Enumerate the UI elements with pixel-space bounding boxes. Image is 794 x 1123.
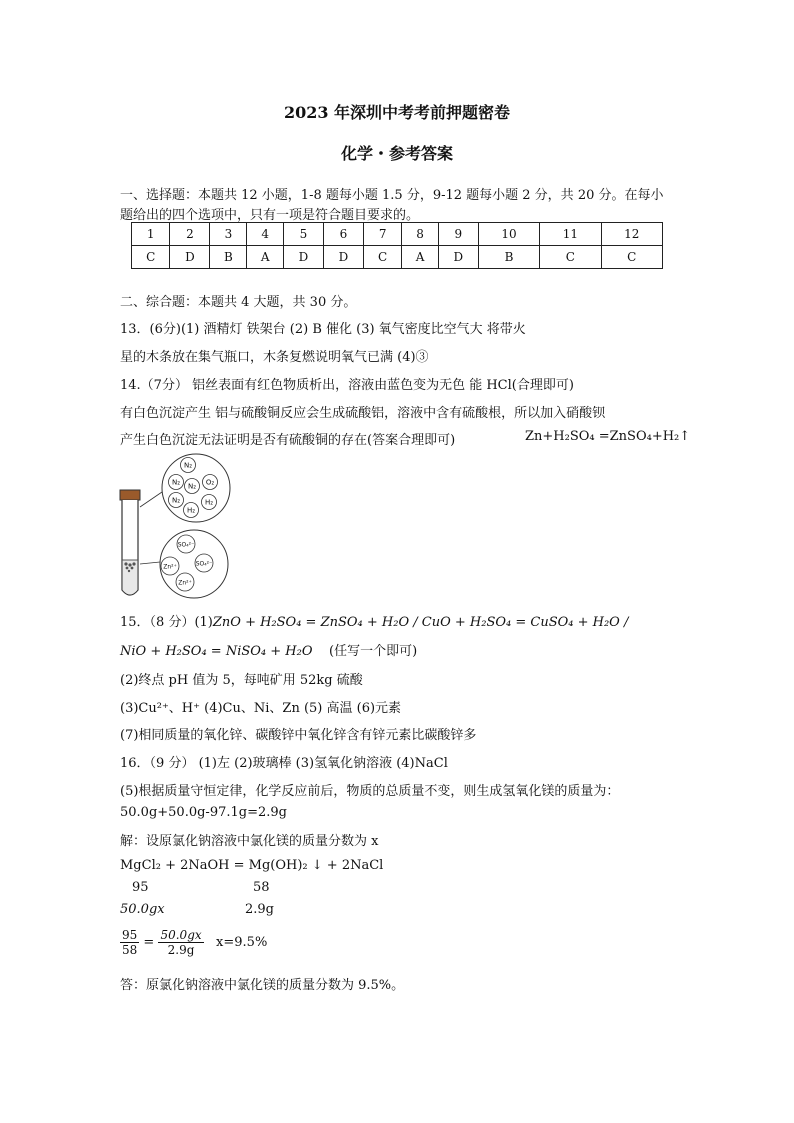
fraction-numerator: 95 [122, 928, 138, 942]
section2-heading: 二、综合题：本题共 4 大题，共 30 分。 [120, 295, 357, 310]
fraction-right [158, 928, 203, 957]
answer-cell: A [247, 246, 283, 269]
page-subtitle: 化学・参考答案 [340, 144, 453, 163]
particle-label: H₂ [204, 498, 214, 507]
particle-label: SO₄²⁻ [177, 541, 195, 549]
fraction-denominator: 2.9g [167, 943, 195, 957]
answer-cell: B [210, 246, 247, 269]
q14-equation: Zn+H₂SO₄ =ZnSO₄+H₂↑ [525, 429, 691, 444]
q15-equation-1: ZnO + H₂SO₄ = ZnSO₄ + H₂O / CuO + H₂SO₄ = CuSO₄ + H₂O / [212, 615, 629, 630]
answer-cell: C [601, 246, 662, 269]
particle-label: N₂ [183, 461, 193, 470]
q14-line1: 14.（7分） 铝丝表面有红色物质析出，溶液由蓝色变为无色 能 HCl(合理即可) [120, 378, 574, 393]
q15-line2 [120, 640, 417, 659]
particle-label: N₂ [187, 482, 197, 491]
q15-line3: (2)终点 pH 值为 5，每吨矿用 52kg 硫酸 [120, 673, 363, 688]
question-number-cell: 1 [132, 223, 170, 246]
q16-mass-left: 50.0gx [120, 902, 165, 917]
equals-sign: = [143, 935, 155, 950]
question-number-cell: 12 [601, 223, 662, 246]
q15-line4: (3)Cu²⁺、H⁺ (4)Cu、Ni、Zn (5) 高温 (6)元素 [120, 701, 402, 716]
q16-line2: (5)根据质量守恒定律，化学反应前后，物质的总质量不变，则生成氢氧化镁的质量为： [120, 784, 620, 799]
answer-cell: D [323, 246, 363, 269]
question-number-cell: 8 [402, 223, 438, 246]
question-number-cell: 6 [323, 223, 363, 246]
section1-instructions-line2: 题给出的四个选项中，只有一项是符合题目要求的。 [120, 208, 420, 223]
q15-line1 [120, 611, 628, 630]
answer-cell: D [170, 246, 210, 269]
particle-label: Zn²⁺ [178, 579, 192, 587]
particle-label: SO₄²⁻ [195, 560, 213, 568]
q13-line1: 13．(6分)(1) 酒精灯 铁架台 (2) B 催化 (3) 氧气密度比空气大 将带火 [120, 322, 526, 337]
question-number-cell: 11 [540, 223, 601, 246]
q15-line5: (7)相同质量的氧化锌、碳酸锌中氧化锌含有锌元素比碳酸锌多 [120, 728, 477, 743]
q16-mass-right: 2.9g [245, 902, 274, 917]
question-number-cell: 9 [438, 223, 478, 246]
answer-cell: C [540, 246, 601, 269]
answer-cell: D [283, 246, 323, 269]
question-number-cell: 10 [478, 223, 539, 246]
q16-line4: 解：设原氯化钠溶液中氯化镁的质量分数为 x [120, 834, 379, 849]
fraction-left [120, 928, 139, 957]
q16-proportion [120, 928, 267, 957]
q15-note: (任写一个即可) [329, 644, 418, 659]
particle-label: H₂ [186, 506, 196, 515]
answer-table-number-row [132, 223, 663, 246]
particle-label: N₂ [171, 496, 181, 505]
q16-line1: 16．（9 分） (1)左 (2)玻璃棒 (3)氢氧化钠溶液 (4)NaCl [120, 756, 448, 771]
q15-prefix: 15．（8 分）(1) [120, 615, 213, 630]
answer-cell: C [132, 246, 170, 269]
connector-line-bottom [140, 562, 160, 564]
stopper [120, 490, 140, 500]
question-number-cell: 7 [363, 223, 401, 246]
particle-label: Zn²⁺ [163, 563, 177, 571]
q16-molar-mass-right: 58 [253, 880, 270, 895]
q14-line3: 产生白色沉淀无法证明是否有硫酸铜的存在(答案合理即可) [120, 433, 456, 448]
answer-cell: C [363, 246, 401, 269]
q13-line2: 星的木条放在集气瓶口，木条复燃说明氧气已满 (4)③ [120, 350, 429, 365]
answer-cell: B [478, 246, 539, 269]
question-number-cell: 2 [170, 223, 210, 246]
fraction-numerator: 50.0gx [160, 928, 202, 942]
q16-answer: 答：原氯化钠溶液中氯化镁的质量分数为 9.5%。 [120, 978, 405, 993]
q16-result: x=9.5% [216, 935, 268, 950]
q15-equation-2: NiO + H₂SO₄ = NiSO₄ + H₂O [120, 644, 313, 659]
particle-label: O₂ [205, 478, 215, 487]
section1-instructions-line1: 一、选择题：本题共 12 小题，1-8 题每小题 1.5 分，9-12 题每小题 2 分，共 20 分。在每小 [120, 188, 664, 203]
q16-equation: MgCl₂ + 2NaOH = Mg(OH)₂ ↓ + 2NaCl [120, 858, 384, 873]
particle-label: N₂ [171, 478, 181, 487]
fraction-denominator: 58 [122, 943, 138, 957]
question-number-cell: 4 [247, 223, 283, 246]
answer-cell: A [402, 246, 438, 269]
q16-molar-mass-left: 95 [132, 880, 149, 895]
question-number-cell: 3 [210, 223, 247, 246]
question-number-cell: 5 [283, 223, 323, 246]
answer-table-answer-row [132, 246, 663, 269]
answer-table [131, 222, 663, 269]
q14-line2: 有白色沉淀产生 铝与硫酸铜反应会生成硫酸铝，溶液中含有硫酸根，所以加入硝酸钡 [120, 406, 606, 421]
page-title: 2023 年深圳中考考前押题密卷 [283, 103, 511, 122]
test-tube-figure [110, 452, 260, 602]
q16-line3: 50.0g+50.0g-97.1g=2.9g [120, 805, 287, 820]
answer-cell: D [438, 246, 478, 269]
connector-line-top [140, 492, 162, 507]
